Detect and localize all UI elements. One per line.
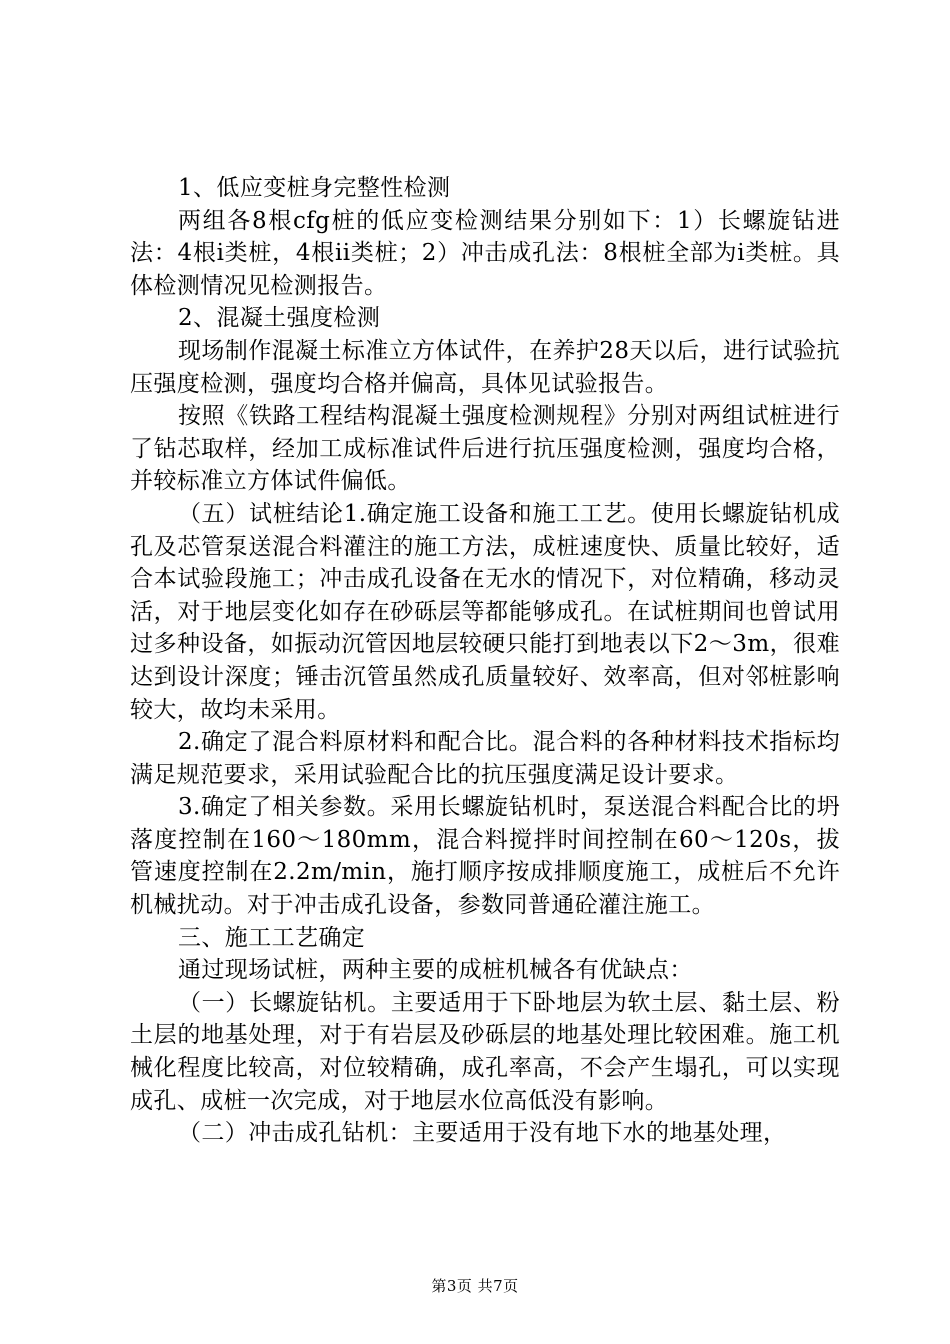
paragraph-core-sampling: 按照《铁路工程结构混凝土强度检测规程》分别对两组试桩进行了钻芯取样，经加工成标准试件后进行抗压强度检测，强度均合格，并较标准立方体试件偏低。 — [130, 403, 840, 495]
paragraph-intro-machines: 通过现场试桩，两种主要的成桩机械各有优缺点： — [178, 957, 693, 984]
page-number-footer: 第3页 共7页 — [431, 1277, 519, 1295]
paragraph-cube-test: 现场制作混凝土标准立方体试件，在养护28天以后，进行试验抗压强度检测，强度均合格并偏高，具体见试验报告。 — [130, 337, 840, 397]
paragraph-parameters: 3.确定了相关参数。采用长螺旋钻机时，泵送混合料配合比的坍落度控制在160～180mm，混合料搅拌时间控制在60～120s，拔管速度控制在2.2m/min，施打顺序按成排顺度施工，成桩后不允许机械扰动。对于冲击成孔设备，参数同普通砼灌注施工。 — [130, 794, 840, 919]
paragraph-mix-ratio: 2.确定了混合料原材料和配合比。混合料的各种材料技术指标均满足规范要求，采用试验配合比的抗压强度满足设计要求。 — [130, 729, 840, 788]
section-heading-process: 三、施工工艺确定 — [178, 924, 366, 951]
section-heading-low-strain: 1、低应变桩身完整性检测 — [178, 175, 451, 201]
paragraph-low-strain-results: 两组各8根cfg桩的低应变检测结果分别如下：1）长螺旋钻进法：4根i类桩，4根ii类桩；2）冲击成孔法：8根桩全部为i类桩。具体检测情况见检测报告。 — [130, 207, 840, 299]
paragraph-impact-drill: （二）冲击成孔钻机：主要适用于没有地下水的地基处理， — [178, 1120, 787, 1147]
paragraph-test-pile-conclusion: （五）试桩结论1.确定施工设备和施工工艺。使用长螺旋钻机成孔及芯管泵送混合料灌注的施工方法，成桩速度快、质量比较好，适合本试验段施工；冲击成孔设备在无水的情况下，对位精确，移动灵活，对于地层变化如存在砂砾层等都能够成孔。在试桩期间也曾试用过多种设备，如振动沉管因地层较硬只能打到地表以下2～3m，很难达到设计深度；锤击沉管虽然成孔质量较好、效率高，但对邻桩影响较大，故均未采用。 — [130, 500, 840, 723]
document-body — [130, 172, 840, 1150]
paragraph-long-auger: （一）长螺旋钻机。主要适用于下卧地层为软土层、黏土层、粉土层的地基处理，对于有岩层及砂砾层的地基处理比较困难。施工机械化程度比较高，对位较精确，成孔率高，不会产生塌孔，可以实现成孔、成桩一次完成，对于地层水位高低没有影响。 — [130, 989, 840, 1114]
section-heading-concrete-strength: 2、混凝土强度检测 — [178, 305, 381, 332]
